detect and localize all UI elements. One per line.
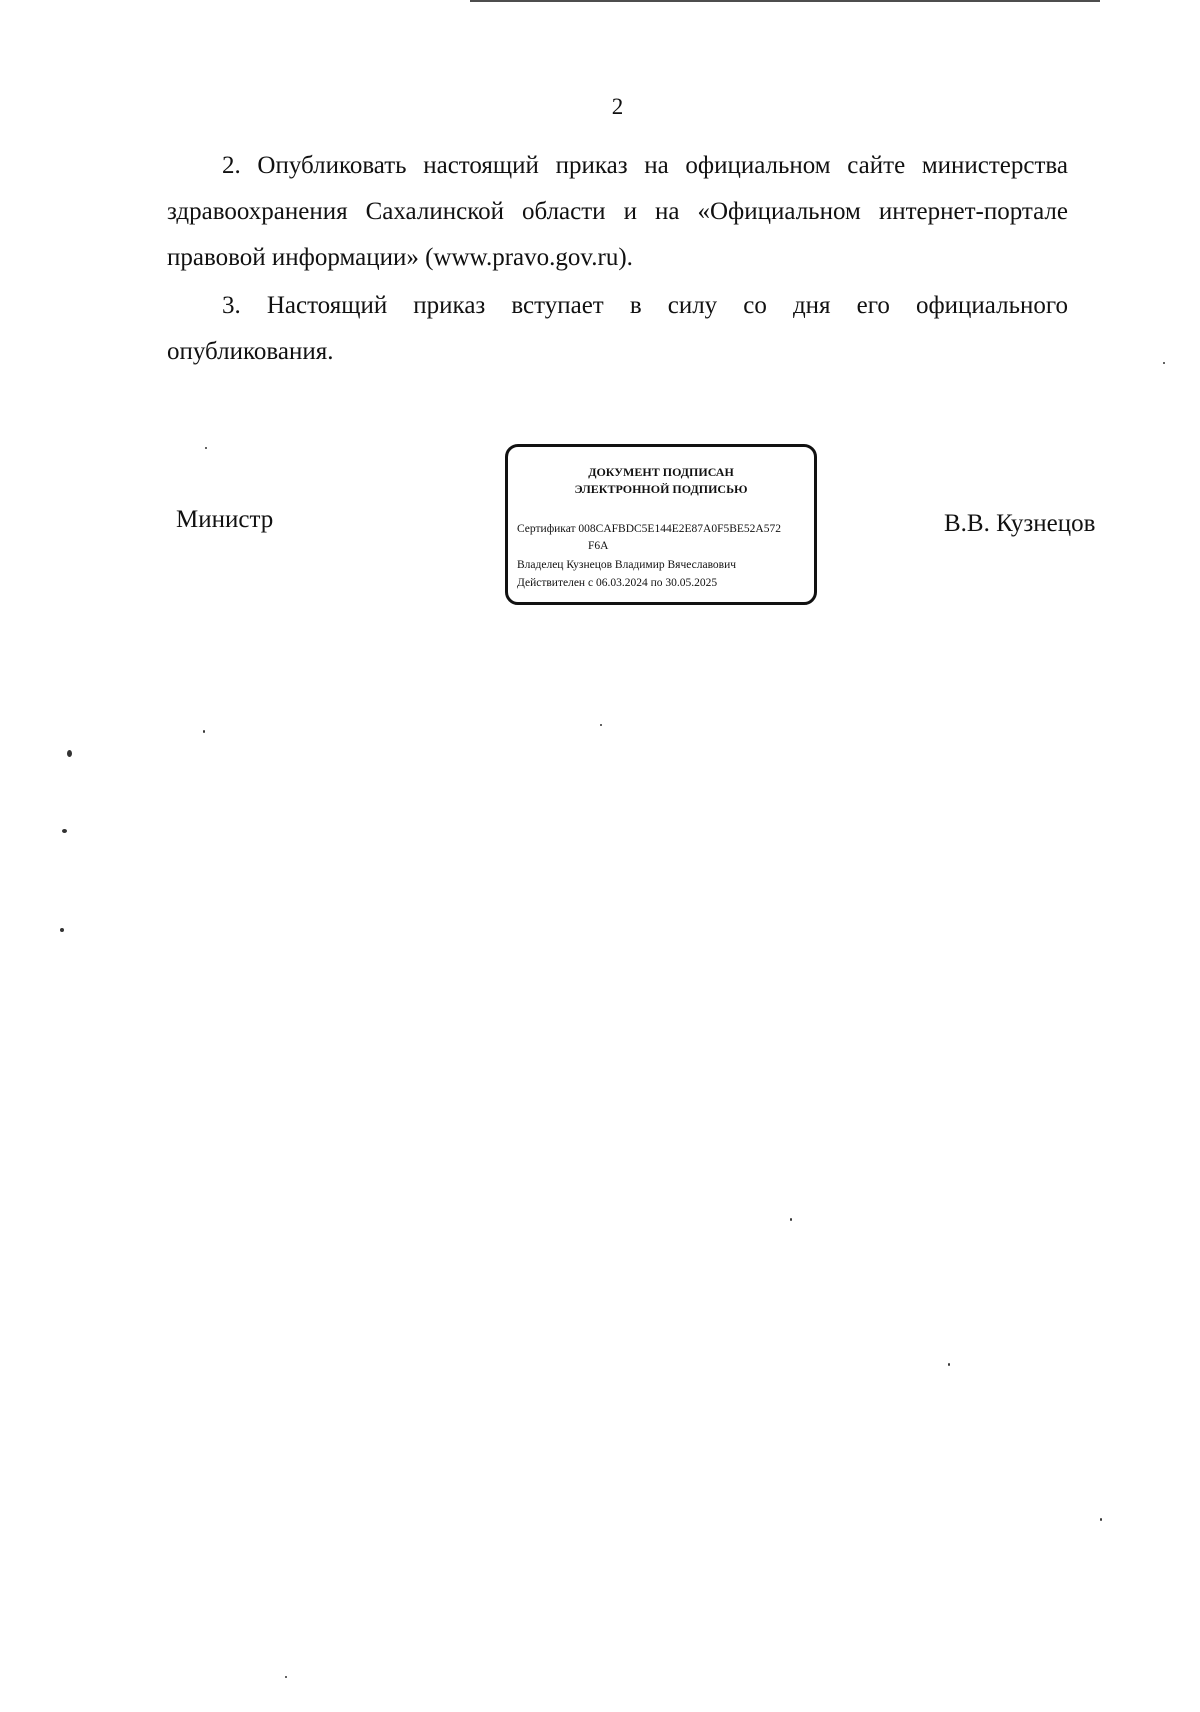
stamp-certificate-continuation: F6A (588, 540, 609, 552)
scan-speck (1100, 1518, 1102, 1521)
paragraph-item-3-line-1: 3. Настоящий приказ вступает в силу со дня его официального (222, 292, 1068, 319)
stamp-validity: Действителен с 06.03.2024 по 30.05.2025 (517, 577, 718, 589)
signer-name: В.В. Кузнецов (944, 510, 1096, 537)
paragraph-item-3-line-2: опубликования. (167, 338, 334, 365)
stamp-heading (508, 464, 814, 498)
stamp-heading-line-2: ЭЛЕКТРОННОЙ ПОДПИСЬЮ (574, 482, 748, 496)
scan-speck (1163, 362, 1165, 364)
scan-speck (203, 730, 205, 733)
signer-title: Министр (176, 506, 274, 533)
scan-speck (600, 724, 602, 726)
top-scan-border (470, 0, 1100, 2)
scan-speck (948, 1363, 950, 1366)
scan-speck (790, 1218, 792, 1221)
paragraph-item-2: 2. Опубликовать настоящий приказ на официальном сайте министерства здравоохранения Сахалинской области и на «Официальном интернет-портале правовой информации» (www.pravo.gov.ru). (167, 152, 1068, 271)
scan-speck (205, 447, 207, 449)
stamp-owner: Владелец Кузнецов Владимир Вячеславович (517, 559, 737, 571)
stamp-heading-line-1: ДОКУМЕНТ ПОДПИСАН (588, 465, 734, 479)
paragraph-item-3 (167, 283, 1068, 375)
scan-speck (67, 750, 72, 757)
scan-speck (62, 829, 67, 833)
electronic-signature-stamp (505, 444, 817, 605)
stamp-certificate: Сертификат 008CAFBDC5E144E2E87A0F5BE52A572 (517, 523, 781, 535)
scan-speck (285, 1676, 287, 1678)
page-number: 2 (611, 94, 624, 119)
scan-speck (60, 928, 64, 932)
